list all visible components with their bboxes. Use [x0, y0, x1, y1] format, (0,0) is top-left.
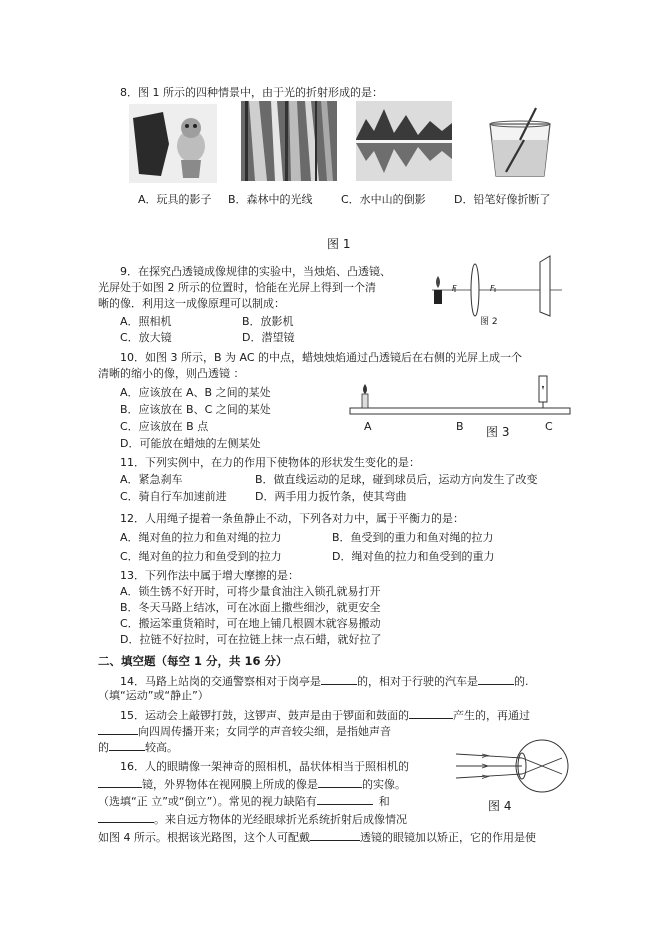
q10-line-2: 清晰的缩小的像，则凸透镜 ： [98, 367, 245, 380]
q13-option-b: B．冬天马路上结冰，可在冰面上撒些细沙，就更安全 [120, 601, 381, 614]
q16-text-5: 。来自远方物体的光经眼球折光系统折射后成像情况 [154, 813, 407, 826]
q15-blank-2[interactable] [98, 723, 138, 735]
q16-line-2 [98, 776, 406, 792]
q15-text-3: 向四周传播开来；女同学的声音较尖细，是指她声音 [138, 725, 391, 738]
q15-line-2 [98, 723, 391, 739]
q12-option-b: B．鱼受到的重力和鱼对绳的拉力 [332, 531, 494, 544]
q8-stem: 8．图 1 所示的四种情景中，由于光的折射形成的是： [120, 86, 383, 99]
q11-option-b: B．做直线运动的足球，碰到球员后，运动方向发生了改变 [255, 473, 538, 486]
q16-blank-5[interactable] [310, 829, 360, 841]
q8-option-a: A．玩具的影子 [138, 193, 212, 206]
q9-option-a: A．照相机 [120, 315, 172, 328]
q13-option-d: D．拉链不好拉时，可在拉链上抹一点石蜡，就好拉了 [120, 633, 382, 646]
q9-line-1: 9．在探究凸透镜成像规律的实验中，当烛焰、凸透镜、 [120, 265, 391, 278]
q9-option-d: D．潜望镜 [242, 331, 295, 344]
q10-line-1: 10．如图 3 所示，B 为 AC 的中点，蜡烛烛焰通过凸透镜后在右侧的光屏上成一个 [120, 351, 523, 364]
q15-blank-1[interactable] [409, 707, 453, 719]
figure-1-caption: 图 1 [327, 237, 351, 251]
section-2-title: 二、填空题（每空 1 分，共 16 分） [98, 654, 288, 668]
q16-text-6: 如图 4 所示。根据该光路图，这个人可配戴 [98, 831, 310, 844]
point-a-label: A [364, 420, 372, 433]
focal-label-left: F [452, 284, 457, 293]
q14-text-2: 的，相对于行驶的汽车是 [357, 675, 478, 688]
q14-blank-1[interactable] [321, 673, 357, 685]
pencil-glass-photo [486, 106, 554, 180]
q15-text-1: 15．运动会上敲锣打鼓，这锣声、鼓声是由于锣面和鼓面的 [120, 709, 409, 722]
forest-light-photo [241, 101, 337, 181]
q16-text-2: 的实像。 [362, 778, 406, 791]
q16-line-5 [98, 829, 536, 845]
q12-stem: 12．人用绳子提着一条鱼静止不动，下列各对力中，属于平衡力的是： [120, 512, 464, 525]
q14-blank-2[interactable] [478, 673, 514, 685]
focal-label-right: F [490, 284, 495, 293]
figure-3-caption: 图 3 [486, 425, 510, 439]
q12-option-c: C．绳对鱼的拉力和鱼受到的拉力 [120, 550, 282, 563]
q12-option-a: A．绳对鱼的拉力和鱼对绳的拉力 [120, 531, 282, 544]
q15-text-5: 较高。 [145, 741, 178, 754]
q15-text-4: 的 [98, 741, 109, 754]
q9-option-b: B．放影机 [242, 315, 294, 328]
q11-option-d: D．两手用力扳竹条，使其弯曲 [255, 490, 407, 503]
q11-option-c: C．骑自行车加速前进 [120, 490, 227, 503]
q9-line-2: 光屏处于如图 2 所示的位置时，恰能在光屏上得到一个清 [98, 281, 376, 294]
mountain-reflection-photo [356, 101, 452, 181]
figure-4-eye-diagram [452, 740, 572, 796]
q16-text-7: 透镜的眼镜加以矫正，它的作用是使 [360, 831, 536, 844]
q10-option-b: B．应该放在 B、C 之间的某处 [120, 403, 271, 416]
q15-text-2: 产生的，再通过 [453, 709, 530, 722]
figure-2-diagram [428, 252, 568, 322]
q10-option-a: A．应该放在 A、B 之间的某处 [120, 386, 271, 399]
q16-text-4: 和 [378, 795, 390, 808]
point-c-label: C [545, 420, 553, 433]
q16-blank-2[interactable] [318, 776, 362, 788]
figure-4-caption: 图 4 [488, 799, 512, 813]
q13-option-a: A．锁生锈不好开时，可将少量食油注入锁孔就易打开 [120, 585, 381, 598]
q15-line-1 [120, 707, 530, 723]
toy-shadow-photo [129, 104, 217, 183]
q9-line-3: 晰的像．利用这一成像原理可以制成： [98, 297, 285, 310]
q14-line [120, 673, 529, 689]
q13-stem: 13．下列作法中属于增大摩擦的是： [120, 569, 299, 582]
q8-option-c: C．水中山的倒影 [341, 193, 426, 206]
q11-option-a: A．紧急刹车 [120, 473, 183, 486]
q8-option-d: D．铅笔好像折断了 [454, 193, 551, 206]
q14-note: （填“运动”或“静止”） [98, 689, 209, 702]
q16-line-1: 16．人的眼睛像一架神奇的照相机，晶状体相当于照相机的 [120, 760, 409, 773]
figure-2-caption: 图 2 [480, 317, 498, 327]
q13-option-c: C．搬运笨重货箱时，可在地上铺几根圆木就容易搬动 [120, 617, 381, 630]
q9-option-c: C．放大镜 [120, 331, 172, 344]
q8-option-b: B．森林中的光线 [228, 193, 313, 206]
q14-text-3: 的. [514, 675, 529, 688]
q15-line-3 [98, 739, 178, 755]
q16-blank-1[interactable] [98, 776, 142, 788]
q14-text-1: 14．马路上站岗的交通警察相对于岗亭是 [120, 675, 321, 688]
point-b-label: B [456, 420, 464, 433]
q15-blank-3[interactable] [109, 739, 145, 751]
figure-3-diagram [348, 372, 578, 422]
q16-text-3: （选填“正 立”或“倒立”）。常见的视力缺陷有 [98, 795, 317, 808]
q16-blank-4[interactable] [98, 811, 154, 823]
q10-option-d: D．可能放在蜡烛的左侧某处 [120, 437, 261, 450]
q12-option-d: D．绳对鱼的拉力和鱼受到的重力 [332, 550, 495, 563]
q11-stem: 11．下列实例中，在力的作用下使物体的形状发生变化的是： [120, 456, 420, 469]
q16-line-4 [98, 811, 407, 827]
q16-line-3 [98, 793, 390, 809]
q16-text-1: 镜，外界物体在视网膜上所成的像是 [142, 778, 318, 791]
q10-option-c: C．应该放在 B 点 [120, 420, 209, 433]
q16-blank-3[interactable] [317, 793, 373, 805]
